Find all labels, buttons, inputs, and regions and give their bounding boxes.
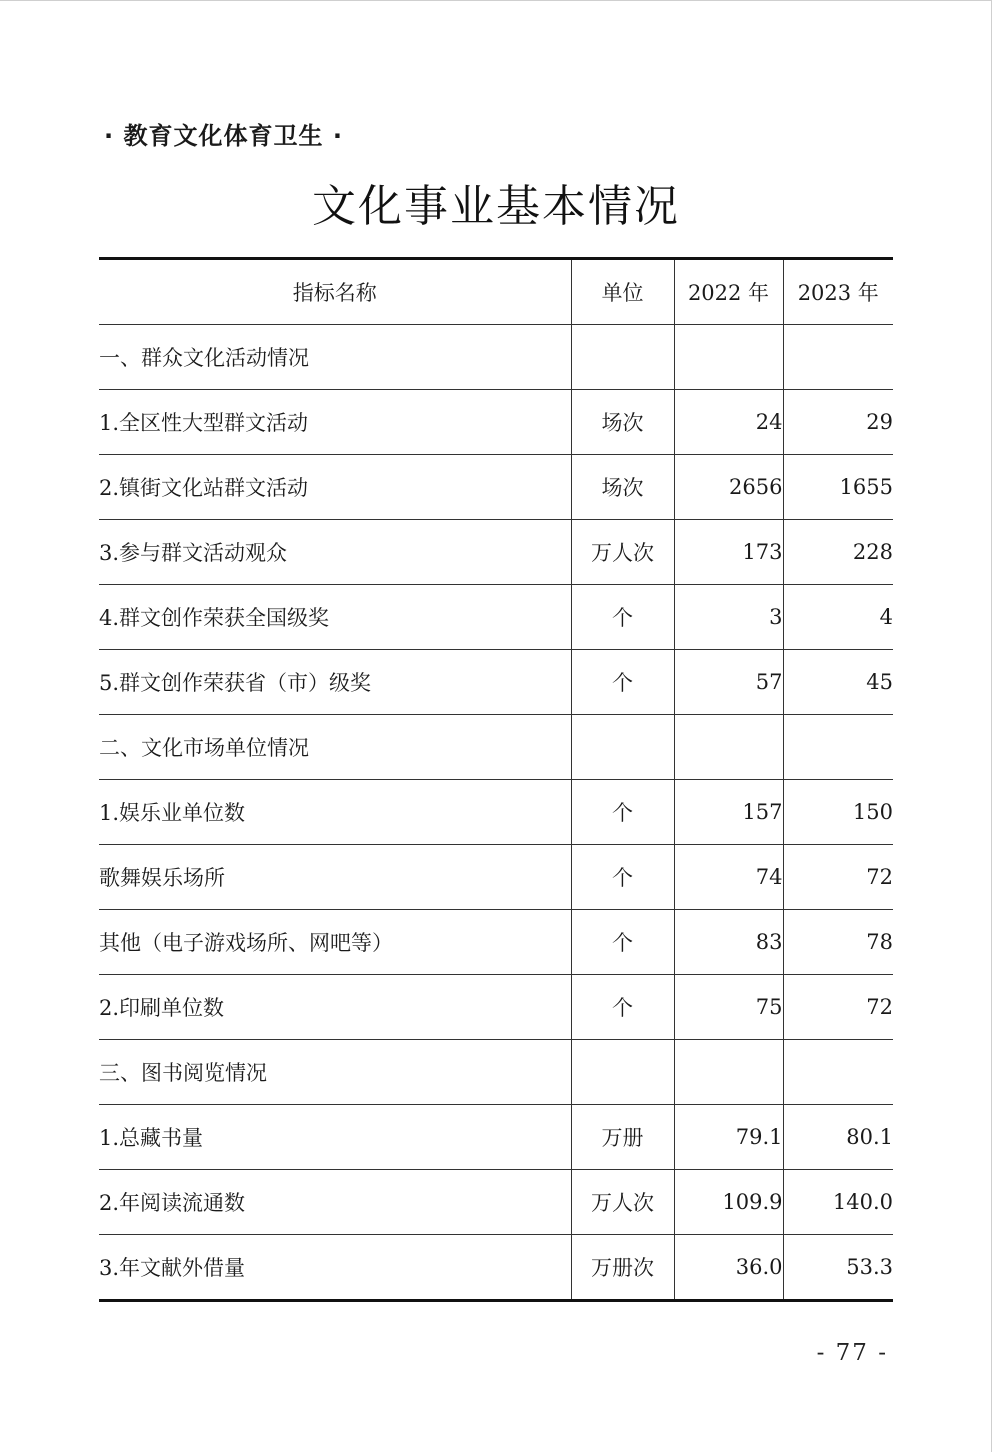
row-unit: 万人次 [571,520,674,585]
row-name: 二、文化市场单位情况 [99,715,571,780]
page-title: 文化事业基本情况 [312,181,680,232]
row-unit: 个 [571,910,674,975]
row-name: 1.总藏书量 [99,1105,571,1170]
row-value-2022: 74 [674,845,783,910]
row-value-2022: 2656 [674,455,783,520]
row-value-2022: 79.1 [674,1105,783,1170]
row-name: 一、群众文化活动情况 [99,325,571,390]
row-name: 3.年文献外借量 [99,1256,246,1280]
table-row [99,520,893,585]
row-value-2022: 24 [674,390,783,455]
row-name: 歌舞娱乐场所 [99,845,571,910]
section-header: · 教育文化体育卫生 · [104,122,343,150]
table-header-row [99,259,893,325]
row-value-2023: 53.3 [783,1235,893,1301]
row-name: 4.群文创作荣获全国级奖 [99,585,571,650]
table-row [99,910,893,975]
row-value-2023: 4 [783,585,893,650]
row-name: 5.群文创作荣获省（市）级奖 [99,650,571,715]
table-row [99,390,893,455]
row-unit [571,715,674,780]
row-value-2023: 72 [783,975,893,1040]
row-unit: 万人次 [571,1170,674,1235]
row-name: 2.镇街文化站群文活动 [99,455,571,520]
row-value-2022: 57 [674,650,783,715]
row-unit [571,325,674,390]
row-name: 三、图书阅览情况 [99,1040,571,1105]
row-value-2022: 36.0 [674,1235,783,1301]
row-unit: 个 [571,780,674,845]
table-row [99,780,893,845]
row-unit: 个 [571,845,674,910]
table-row [99,1170,893,1235]
row-value-2023: 150 [783,780,893,845]
row-value-2022: 109.9 [674,1170,783,1235]
row-name: 1.娱乐业单位数 [99,780,571,845]
table-row [99,650,893,715]
row-value-2023 [783,715,893,780]
table-row [99,845,893,910]
row-unit: 场次 [571,455,674,520]
table-row [99,975,893,1040]
header-indicator-name: 指标名称 [99,259,571,325]
row-value-2022: 3 [674,585,783,650]
row-name: 2.年阅读流通数 [99,1170,571,1235]
table-row-category [99,1040,893,1105]
row-name: 3.参与群文活动观众 [99,520,571,585]
row-value-2023: 29 [783,390,893,455]
row-value-2022: 157 [674,780,783,845]
row-unit: 个 [571,585,674,650]
row-value-2023: 1655 [783,455,893,520]
row-unit: 个 [571,975,674,1040]
row-value-2023: 45 [783,650,893,715]
row-value-2022 [674,1040,783,1105]
row-value-2023: 72 [783,845,893,910]
row-value-2022 [674,325,783,390]
row-unit: 万册次 [571,1235,674,1301]
row-unit [571,1040,674,1105]
table-row [99,1105,893,1170]
row-value-2023 [783,1040,893,1105]
row-name: 2.印刷单位数 [99,975,571,1040]
statistics-table [99,257,893,1302]
row-value-2023: 140.0 [783,1170,893,1235]
row-unit: 个 [571,650,674,715]
row-value-2023: 228 [783,520,893,585]
header-year-2022: 2022 年 [674,259,783,325]
row-value-2022: 173 [674,520,783,585]
row-value-2022: 75 [674,975,783,1040]
table-row [99,1235,893,1301]
row-name: 1.全区性大型群文活动 [99,390,571,455]
table-row [99,585,893,650]
header-unit: 单位 [571,259,674,325]
header-year-2023: 2023 年 [783,259,893,325]
page-number: - 77 - [816,1340,888,1366]
row-value-2023: 78 [783,910,893,975]
row-value-2023 [783,325,893,390]
row-value-2023: 80.1 [783,1105,893,1170]
table-row [99,455,893,520]
table-row-category [99,715,893,780]
row-unit: 场次 [571,390,674,455]
row-name: 其他（电子游戏场所、网吧等） [99,910,571,975]
row-value-2022: 83 [674,910,783,975]
row-value-2022 [674,715,783,780]
row-unit: 万册 [571,1105,674,1170]
table-row-category [99,325,893,390]
